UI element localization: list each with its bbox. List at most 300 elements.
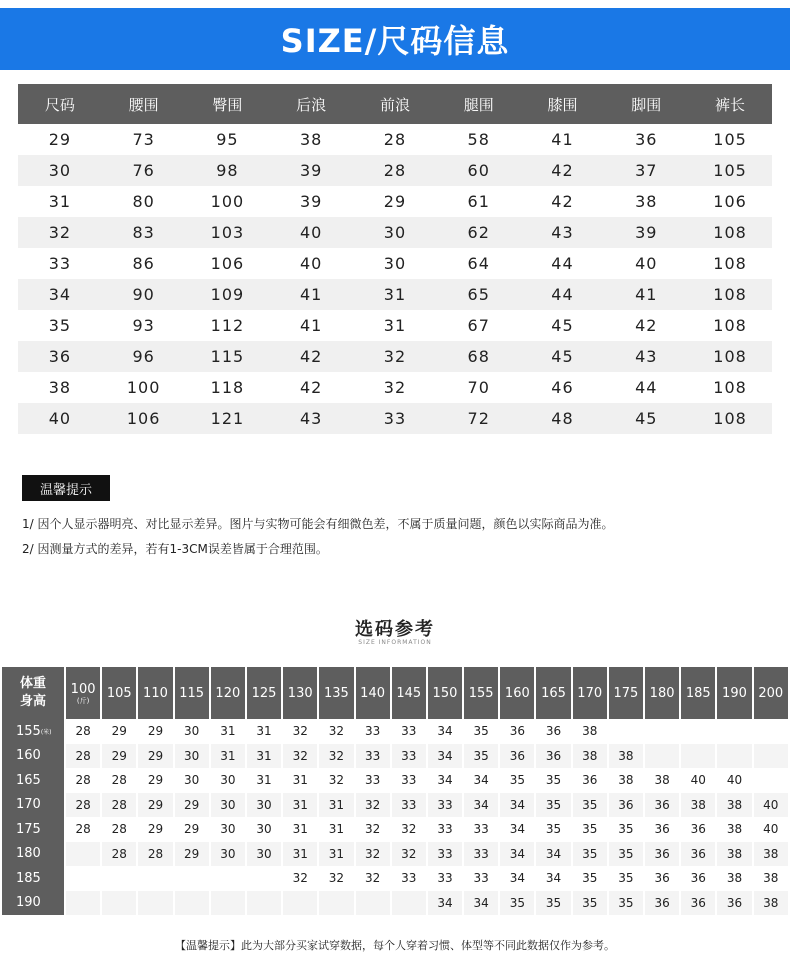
size-cell: 106 [210, 254, 245, 273]
weight-value: 155 [468, 685, 494, 701]
weight-value: 185 [685, 685, 711, 701]
size-cell: 83 [102, 217, 186, 248]
reference-cell: 31 [283, 817, 317, 842]
reference-row [2, 866, 788, 891]
size-cell: 31 [353, 279, 437, 310]
weight-value: 145 [396, 685, 422, 701]
reference-cell: 28 [66, 793, 100, 818]
reference-cell [247, 866, 281, 891]
height-value: 180 [16, 846, 41, 862]
size-cell: 68 [437, 341, 521, 372]
weight-header-cell [356, 667, 390, 719]
reference-cell: 38 [609, 768, 643, 793]
reference-cell [319, 891, 353, 916]
size-cell: 40 [269, 217, 353, 248]
reference-cell: 28 [102, 768, 136, 793]
height-header-cell [2, 817, 64, 842]
reference-cell: 28 [102, 793, 136, 818]
reference-cell: 38 [609, 744, 643, 769]
reference-cell: 30 [211, 817, 245, 842]
weight-value: 190 [722, 685, 747, 701]
weight-header-cell [536, 667, 570, 719]
height-value: 160 [16, 748, 41, 764]
size-row [18, 155, 772, 186]
size-cell: 29 [48, 130, 72, 149]
reference-cell: 36 [645, 817, 679, 842]
reference-cell: 30 [175, 744, 209, 769]
size-cell: 34 [18, 279, 102, 310]
reference-cell [247, 891, 281, 916]
reference-cell: 33 [428, 866, 462, 891]
size-cell: 80 [132, 192, 155, 211]
reference-cell: 31 [319, 842, 353, 867]
reference-cell: 36 [681, 891, 715, 916]
reference-cell [175, 891, 209, 916]
size-cell: 108 [688, 403, 772, 434]
size-row [18, 217, 772, 248]
reference-cell [175, 866, 209, 891]
reference-cell [645, 744, 679, 769]
reference-row [2, 817, 788, 842]
weight-value: 100 [70, 681, 96, 697]
weight-value: 120 [215, 685, 241, 701]
reference-row [2, 891, 788, 916]
size-row [18, 124, 772, 155]
reference-cell: 31 [319, 793, 353, 818]
weight-value: 140 [360, 685, 385, 701]
size-cell: 65 [437, 279, 521, 310]
size-reference-table [0, 667, 790, 915]
size-header-cell: 前浪 [353, 84, 437, 124]
reference-cell: 38 [754, 866, 788, 891]
reference-cell: 36 [717, 891, 751, 916]
reference-cell: 35 [464, 719, 498, 744]
reference-cell: 29 [175, 817, 209, 842]
reference-cell: 35 [573, 891, 607, 916]
size-cell: 58 [467, 130, 490, 149]
size-cell: 96 [102, 341, 186, 372]
reference-cell: 30 [211, 768, 245, 793]
height-value: 185 [16, 870, 41, 886]
size-cell: 44 [635, 378, 658, 397]
tip-line-1: 1/ 因个人显示器明亮、对比显示差异。图片与实物可能会有细微色差，不属于质量问题，颜色以实际商品为准。 [22, 517, 614, 531]
size-cell: 98 [186, 155, 270, 186]
size-cell: 32 [18, 217, 102, 248]
reference-cell: 40 [717, 768, 751, 793]
reference-cell: 32 [319, 744, 353, 769]
size-table [18, 84, 772, 434]
size-row [18, 279, 772, 310]
size-cell: 30 [383, 254, 407, 273]
size-row [18, 341, 772, 372]
reference-cell: 38 [754, 842, 788, 867]
size-cell: 28 [353, 155, 437, 186]
reference-cell: 33 [392, 744, 426, 769]
reference-cell: 33 [356, 719, 390, 744]
weight-header-cell [500, 667, 534, 719]
weight-value: 125 [251, 685, 277, 701]
reference-cell: 38 [717, 842, 751, 867]
size-row [18, 372, 772, 403]
size-cell: 46 [551, 378, 574, 397]
size-cell: 86 [132, 254, 155, 273]
weight-value: 150 [432, 685, 458, 701]
size-cell: 38 [48, 378, 72, 397]
size-cell: 40 [635, 254, 658, 273]
weight-header-cell [681, 667, 715, 719]
size-cell: 73 [132, 130, 155, 149]
size-cell: 108 [713, 378, 747, 397]
reference-cell: 35 [500, 768, 534, 793]
weight-header-cell [645, 667, 679, 719]
reference-cell: 31 [283, 793, 317, 818]
size-cell: 61 [467, 192, 490, 211]
size-cell: 48 [521, 403, 605, 434]
reference-cell: 32 [392, 842, 426, 867]
size-row [18, 186, 772, 217]
size-cell: 30 [353, 217, 437, 248]
size-table-header [18, 84, 772, 124]
size-cell: 37 [604, 155, 688, 186]
height-header-cell [2, 842, 64, 867]
size-cell: 118 [210, 378, 245, 397]
size-cell: 39 [300, 192, 323, 211]
size-cell: 106 [102, 403, 186, 434]
reference-cell: 38 [645, 768, 679, 793]
reference-cell: 29 [138, 744, 172, 769]
size-cell: 108 [713, 254, 747, 273]
reference-cell: 33 [464, 842, 498, 867]
size-cell: 30 [18, 155, 102, 186]
reference-cell: 30 [175, 719, 209, 744]
reference-cell: 34 [464, 891, 498, 916]
size-row [18, 248, 772, 279]
reference-cell: 35 [573, 842, 607, 867]
reference-cell [102, 891, 136, 916]
reference-cell: 29 [138, 768, 172, 793]
weight-header-cell [754, 667, 788, 719]
height-header-cell [2, 793, 64, 818]
reference-cell: 30 [211, 793, 245, 818]
reference-cell: 34 [500, 842, 534, 867]
reference-cell: 28 [138, 842, 172, 867]
size-cell: 41 [300, 316, 323, 335]
reference-cell: 36 [536, 744, 570, 769]
reference-cell: 32 [319, 719, 353, 744]
size-cell: 40 [18, 403, 102, 434]
height-value: 155 [16, 723, 41, 739]
size-cell: 43 [269, 403, 353, 434]
reference-cell: 36 [681, 842, 715, 867]
reference-cell: 38 [573, 719, 607, 744]
reference-cell: 34 [536, 842, 570, 867]
reference-cell: 35 [573, 866, 607, 891]
weight-value: 115 [179, 685, 205, 701]
height-header-cell [2, 768, 64, 793]
reference-cell: 29 [102, 719, 136, 744]
size-cell: 32 [383, 378, 407, 397]
reference-cell: 31 [247, 744, 281, 769]
reference-cell: 33 [428, 817, 462, 842]
reference-cell: 33 [392, 866, 426, 891]
reference-cell: 28 [66, 719, 100, 744]
reference-cell: 33 [392, 793, 426, 818]
reference-cell: 36 [609, 793, 643, 818]
size-header-cell: 后浪 [269, 84, 353, 124]
reference-cell: 31 [211, 744, 245, 769]
size-header-cell: 膝围 [521, 84, 605, 124]
weight-header-cell [717, 667, 751, 719]
weight-header-cell [66, 667, 100, 719]
reference-cell [66, 842, 100, 867]
size-cell: 45 [521, 341, 605, 372]
reference-cell: 35 [536, 768, 570, 793]
size-cell: 44 [551, 254, 574, 273]
size-cell: 121 [186, 403, 270, 434]
size-cell: 45 [604, 403, 688, 434]
size-cell: 108 [688, 217, 772, 248]
reference-cell: 35 [536, 891, 570, 916]
size-cell: 33 [48, 254, 72, 273]
reference-cell: 29 [175, 793, 209, 818]
size-cell: 33 [353, 403, 437, 434]
reference-cell [681, 744, 715, 769]
reference-cell: 34 [428, 768, 462, 793]
size-cell: 44 [521, 279, 605, 310]
reference-cell [754, 768, 788, 793]
size-header-cell: 臀围 [186, 84, 270, 124]
height-value: 190 [16, 895, 41, 911]
size-row [18, 403, 772, 434]
reference-cell: 30 [211, 842, 245, 867]
banner-title: SIZE/尺码信息 [280, 22, 510, 60]
weight-value: 175 [613, 685, 639, 701]
reference-cell: 28 [66, 768, 100, 793]
size-cell: 62 [437, 217, 521, 248]
size-cell: 31 [383, 316, 407, 335]
reference-cell: 35 [609, 866, 643, 891]
reference-subtitle: SIZE INFORMATION [358, 639, 432, 646]
size-cell: 41 [551, 130, 574, 149]
size-cell: 95 [216, 130, 239, 149]
size-cell: 43 [521, 217, 605, 248]
reference-cell: 33 [392, 719, 426, 744]
weight-header-cell [247, 667, 281, 719]
reference-cell: 35 [500, 891, 534, 916]
reference-cell: 36 [500, 744, 534, 769]
reference-cell: 32 [283, 719, 317, 744]
size-cell: 28 [383, 130, 407, 149]
reference-cell: 28 [102, 842, 136, 867]
reference-cell: 38 [681, 793, 715, 818]
size-cell: 40 [300, 254, 323, 273]
reference-cell: 34 [500, 817, 534, 842]
weight-header-cell [283, 667, 317, 719]
height-value: 170 [16, 797, 41, 813]
weight-header-cell [175, 667, 209, 719]
size-header-cell: 腰围 [102, 84, 186, 124]
weight-value: 180 [649, 685, 675, 701]
weight-header-cell [319, 667, 353, 719]
reference-cell: 28 [102, 817, 136, 842]
weight-value: 170 [577, 685, 603, 701]
reference-cell: 32 [356, 866, 390, 891]
reference-cell [356, 891, 390, 916]
reference-cell: 30 [247, 842, 281, 867]
weight-value: 135 [323, 685, 349, 701]
size-cell: 41 [269, 279, 353, 310]
reference-row [2, 719, 788, 744]
size-cell: 76 [102, 155, 186, 186]
size-cell: 60 [437, 155, 521, 186]
reference-corner [2, 667, 64, 719]
reference-cell: 29 [138, 719, 172, 744]
reference-row [2, 793, 788, 818]
reference-cell: 40 [681, 768, 715, 793]
reference-cell: 40 [754, 793, 788, 818]
height-header-cell [2, 744, 64, 769]
weight-value: 110 [143, 685, 168, 701]
weight-value: 160 [504, 685, 530, 701]
reference-cell: 30 [247, 817, 281, 842]
weight-header-cell [392, 667, 426, 719]
reference-cell [754, 719, 788, 744]
weight-value: 200 [758, 685, 784, 701]
size-cell: 32 [353, 341, 437, 372]
reference-cell: 34 [464, 768, 498, 793]
reference-cell: 36 [536, 719, 570, 744]
reference-cell: 33 [428, 793, 462, 818]
reference-cell [66, 891, 100, 916]
reference-cell [283, 891, 317, 916]
size-cell: 93 [132, 316, 155, 335]
height-value: 165 [16, 772, 41, 788]
reference-cell: 36 [645, 891, 679, 916]
reference-cell: 38 [573, 744, 607, 769]
reference-cell: 32 [356, 842, 390, 867]
reference-cell: 33 [428, 842, 462, 867]
reference-cell: 35 [573, 817, 607, 842]
size-cell: 109 [186, 279, 270, 310]
weight-header-cell [428, 667, 462, 719]
reference-header [2, 667, 788, 719]
size-cell: 90 [102, 279, 186, 310]
reference-cell [138, 866, 172, 891]
reference-cell: 33 [356, 744, 390, 769]
size-cell: 36 [18, 341, 102, 372]
reference-row [2, 768, 788, 793]
reference-cell: 35 [536, 793, 570, 818]
reference-cell: 29 [175, 842, 209, 867]
reference-cell: 35 [464, 744, 498, 769]
reference-cell [66, 866, 100, 891]
footer-note: 【温馨提示】此为大部分买家试穿数据，每个人穿着习惯、体型等不同此数据仅作为参考。 [175, 939, 615, 952]
reference-cell: 31 [211, 719, 245, 744]
size-cell: 105 [688, 155, 772, 186]
reference-cell: 34 [464, 793, 498, 818]
weight-header-cell [211, 667, 245, 719]
reference-cell: 36 [573, 768, 607, 793]
reference-cell: 36 [500, 719, 534, 744]
size-cell: 39 [604, 217, 688, 248]
reference-cell: 36 [645, 866, 679, 891]
reference-cell: 35 [609, 817, 643, 842]
reference-cell: 33 [464, 817, 498, 842]
reference-cell [645, 719, 679, 744]
size-header-cell: 脚围 [604, 84, 688, 124]
reference-cell: 31 [247, 719, 281, 744]
weight-value: 165 [541, 685, 566, 701]
weight-header-cell [609, 667, 643, 719]
reference-cell [609, 719, 643, 744]
size-cell: 38 [635, 192, 658, 211]
reference-body [2, 719, 788, 915]
reference-cell: 38 [754, 891, 788, 916]
weight-value: 105 [106, 685, 132, 701]
reference-cell: 36 [645, 842, 679, 867]
reference-cell: 36 [681, 817, 715, 842]
reference-cell: 35 [609, 891, 643, 916]
reference-cell: 35 [536, 817, 570, 842]
reference-cell: 36 [681, 866, 715, 891]
reference-cell: 38 [717, 817, 751, 842]
reference-cell: 31 [283, 842, 317, 867]
height-header-cell [2, 891, 64, 916]
reference-title: 选码参考 [355, 619, 435, 640]
reference-cell [211, 866, 245, 891]
size-cell: 36 [635, 130, 658, 149]
reference-cell: 35 [573, 793, 607, 818]
reference-row [2, 842, 788, 867]
size-cell: 31 [48, 192, 72, 211]
reference-cell: 33 [464, 866, 498, 891]
size-cell: 72 [437, 403, 521, 434]
weight-header-cell [102, 667, 136, 719]
reference-cell: 35 [609, 842, 643, 867]
size-cell: 43 [604, 341, 688, 372]
size-row [18, 310, 772, 341]
weight-header-cell [464, 667, 498, 719]
reference-cell: 36 [645, 793, 679, 818]
reference-cell: 29 [138, 793, 172, 818]
reference-cell: 31 [283, 768, 317, 793]
size-cell: 112 [210, 316, 245, 335]
reference-cell: 34 [536, 866, 570, 891]
reference-cell: 38 [717, 793, 751, 818]
reference-cell: 30 [247, 793, 281, 818]
reference-cell: 32 [283, 866, 317, 891]
reference-cell: 34 [428, 719, 462, 744]
reference-cell [211, 891, 245, 916]
size-cell: 106 [713, 192, 747, 211]
size-cell: 105 [713, 130, 747, 149]
weight-header-cell [138, 667, 172, 719]
size-cell: 42 [551, 192, 574, 211]
reference-cell: 28 [66, 817, 100, 842]
title-banner [0, 8, 790, 70]
size-cell: 42 [300, 378, 323, 397]
height-unit: (米) [40, 728, 52, 736]
reference-cell: 32 [392, 817, 426, 842]
height-header-cell [2, 719, 64, 744]
reference-cell: 28 [66, 744, 100, 769]
tip-line-2: 2/ 因测量方式的差异，若有1-3CM误差皆属于合理范围。 [22, 542, 328, 556]
size-cell: 38 [300, 130, 323, 149]
size-cell: 108 [688, 341, 772, 372]
size-cell: 108 [713, 316, 747, 335]
reference-cell: 32 [356, 817, 390, 842]
size-header-cell: 腿围 [437, 84, 521, 124]
